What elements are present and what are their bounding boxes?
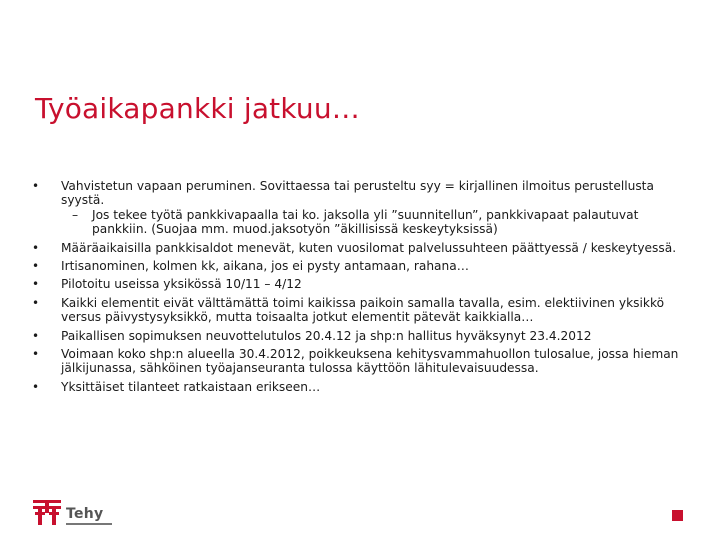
bullet-item (30, 347, 680, 376)
sub-bullet-dash: – (72, 207, 79, 222)
bullet-item (30, 329, 680, 343)
bullet-text: Vahvistetun vapaan peruminen. Sovittaessa tai perusteltu syy = kirjallinen ilmoitus perustellusta syystä. (61, 179, 654, 208)
bullet-item (30, 259, 680, 273)
bullet-text: Irtisanominen, kolmen kk, aikana, jos ei pysty antamaan, rahana… (61, 259, 469, 274)
bullet-dot: • (32, 240, 40, 255)
bullet-text: Kaikki elementit eivät välttämättä toimi kaikissa paikoin samalla tavalla, esim. elektiivinen yksikkö versus päivystysyksikkö, mutta toisaalta jotkut elementit pätevät kaikkialla… (61, 295, 665, 325)
bullet-text: Voimaan koko shp:n alueella 30.4.2012, poikkeuksena kehitysvammahuollon tulosalue, jossa hieman jälkijunassa, sähköinen työajanseuranta tulossa käyttöön lähitulevaisuudessa. (61, 347, 679, 376)
bullet-dot: • (32, 259, 40, 274)
bullet-dot: • (32, 277, 40, 292)
bullet-item (30, 296, 680, 325)
bullet-dot: • (32, 295, 40, 310)
bullet-text: Yksittäiset tilanteet ratkaistaan erikseen… (61, 379, 321, 394)
corner-accent-square (672, 510, 683, 521)
bullet-item (30, 241, 680, 255)
bullet-item (30, 179, 680, 237)
sub-bullet-item (61, 208, 680, 237)
bullet-item (30, 277, 680, 291)
bullet-list (30, 179, 680, 398)
slide-title: Työaikapankki jatkuu… (35, 92, 361, 125)
logo-underline (66, 523, 112, 525)
bullet-text: Paikallisen sopimuksen neuvottelutulos 20.4.12 ja shp:n hallitus hyväksynyt 23.4.2012 (61, 328, 592, 343)
bullet-text: Pilotoitu useissa yksikössä 10/11 – 4/12 (61, 277, 302, 292)
bullet-dot: • (32, 347, 40, 362)
logo-text: Tehy (66, 506, 104, 522)
bullet-text: Määräaikaisilla pankkisaldot menevät, kuten vuosilomat palvelussuhteen päättyessä / keskeytyessä. (61, 240, 677, 255)
bullet-item (30, 380, 680, 394)
bullet-dot: • (32, 379, 40, 394)
bullet-dot: • (32, 179, 40, 193)
bullet-dot: • (32, 328, 40, 343)
sub-bullet-text: Jos tekee työtä pankkivapaalla tai ko. jaksolla yli ”suunnitellun”, pankkivapaat palautuvat pankkiin. (Suojaa mm. muod.jaksotyön ”äkillisissä keskeytyksissä) (92, 207, 639, 237)
